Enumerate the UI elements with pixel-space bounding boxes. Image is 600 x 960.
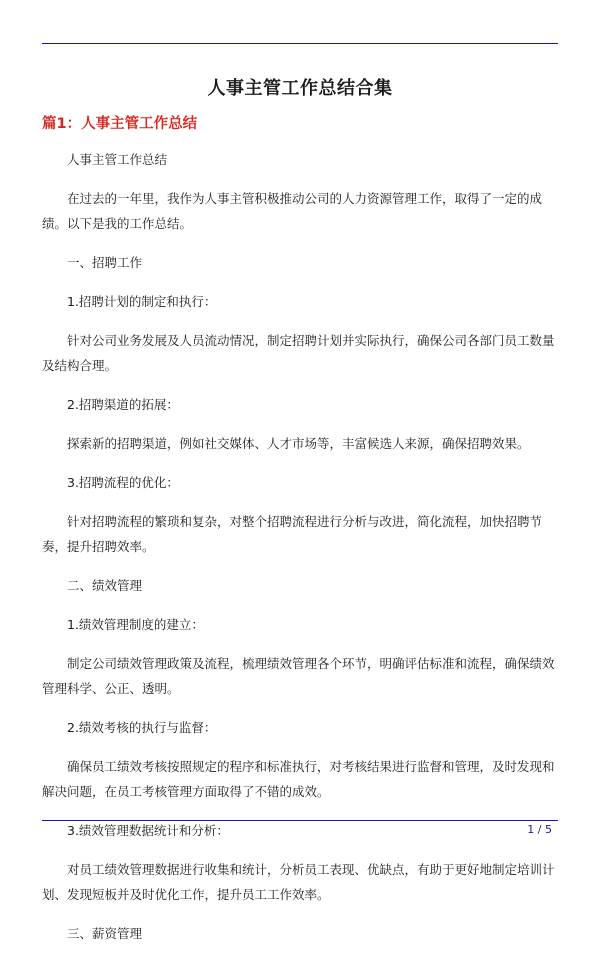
paragraph: 2.招聘渠道的拓展： — [67, 397, 179, 412]
paragraph: 制定公司绩效管理政策及流程，梳理绩效管理各个环节，明确评估标准和流程，确保绩效管理科学、公正、透明。 — [42, 656, 555, 696]
paragraph: 针对招聘流程的繁琐和复杂，对整个招聘流程进行分析与改进，简化流程，加快招聘节奏，提升招聘效率。 — [42, 514, 543, 554]
paragraph: 一、招聘工作 — [67, 255, 143, 270]
bottom-rule — [42, 820, 558, 821]
document-body — [42, 147, 562, 960]
paragraph: 2.绩效考核的执行与监督： — [67, 720, 217, 735]
paragraph: 探索新的招聘渠道，例如社交媒体、人才市场等，丰富候选人来源，确保招聘效果。 — [67, 436, 530, 451]
paragraph: 二、绩效管理 — [67, 578, 143, 593]
paragraph: 人事主管工作总结 — [67, 152, 168, 167]
section-heading: 篇1：人事主管工作总结 — [42, 116, 198, 132]
paragraph: 1.绩效管理制度的建立： — [67, 617, 204, 632]
top-rule — [42, 43, 558, 44]
paragraph: 确保员工绩效考核按照规定的程序和标准执行，对考核结果进行监督和管理，及时发现和解决问题，在员工考核管理方面取得了不错的成效。 — [42, 759, 555, 799]
paragraph: 1.招聘计划的制定和执行： — [67, 294, 217, 309]
paragraph: 针对公司业务发展及人员流动情况，制定招聘计划并实际执行，确保公司各部门员工数量及结构合理。 — [42, 333, 555, 373]
paragraph: 三、薪资管理 — [67, 926, 143, 941]
document-title: 人事主管工作总结合集 — [207, 78, 393, 99]
paragraph: 在过去的一年里，我作为人事主管积极推动公司的人力资源管理工作，取得了一定的成绩。以下是我的工作总结。 — [42, 191, 543, 231]
paragraph: 3.绩效管理数据统计和分析： — [67, 823, 229, 838]
page-number: 1 / 5 — [527, 823, 552, 836]
paragraph: 3.招聘流程的优化： — [67, 475, 179, 490]
paragraph: 对员工绩效管理数据进行收集和统计，分析员工表现、优缺点，有助于更好地制定培训计划、发现短板并及时优化工作，提升员工工作效率。 — [42, 862, 555, 902]
